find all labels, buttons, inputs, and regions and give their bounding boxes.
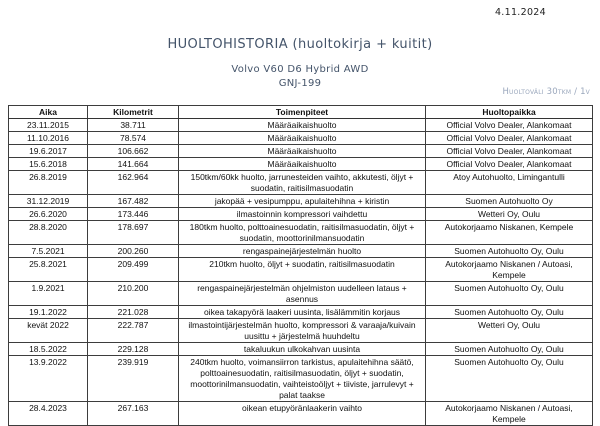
table-cell-kilometrit: 78.574 xyxy=(88,132,179,145)
table-cell-aika: 7.5.2021 xyxy=(9,245,88,258)
table-row xyxy=(9,245,593,258)
table-cell-kilometrit: 221.028 xyxy=(88,306,179,319)
table-cell-huoltopaikka: Suomen Autohuolto Oy, Oulu xyxy=(426,343,593,356)
table-cell-kilometrit: 106.662 xyxy=(88,145,179,158)
table-cell-huoltopaikka: Suomen Autohuolto Oy, Oulu xyxy=(426,306,593,319)
table-cell-aika: 28.8.2020 xyxy=(9,221,88,245)
table-cell-toimenpiteet: rengaspainejärjestelmän ohjelmiston uudelleen lataus + asennus xyxy=(179,282,426,306)
table-cell-toimenpiteet: 150tkm/60kk huolto, jarrunesteiden vaihto, akkutesti, öljyt + suodatin, raitisilmasuodatin xyxy=(179,171,426,195)
table-cell-aika: 15.6.2018 xyxy=(9,158,88,171)
column-header-aika: Aika xyxy=(9,106,88,119)
table-cell-huoltopaikka: Autokorjaamo Niskanen / Autoasi, Kempele xyxy=(426,402,593,426)
table-cell-toimenpiteet: 180tkm huolto, polttoainesuodatin, raitisilmasuodatin, öljyt + suodatin, moottorinilmansuodatin xyxy=(179,221,426,245)
table-cell-toimenpiteet: Määräaikaishuolto xyxy=(179,119,426,132)
table-cell-toimenpiteet: rengaspainejärjestelmän huolto xyxy=(179,245,426,258)
table-cell-toimenpiteet: ilmastointijärjestelmän huolto, kompressori & varaaja/kuivain uusittu + järjestelmä huuhdeltu xyxy=(179,319,426,343)
table-cell-toimenpiteet: ilmastoinnin kompressori vaihdettu xyxy=(179,208,426,221)
service-interval-note: Huoltoväli 30tkm / 1v xyxy=(502,87,590,97)
table-row xyxy=(9,132,593,145)
table-cell-kilometrit: 178.697 xyxy=(88,221,179,245)
table-cell-huoltopaikka: Suomen Autohuolto Oy, Oulu xyxy=(426,245,593,258)
table-row xyxy=(9,171,593,195)
table-cell-huoltopaikka: Autokorjaamo Niskanen / Autoasi, Kempele xyxy=(426,258,593,282)
table-cell-aika: 26.8.2019 xyxy=(9,171,88,195)
table-cell-aika: 13.9.2022 xyxy=(9,356,88,402)
table-cell-toimenpiteet: Määräaikaishuolto xyxy=(179,132,426,145)
table-cell-kilometrit: 239.919 xyxy=(88,356,179,402)
table-row xyxy=(9,356,593,402)
table-cell-huoltopaikka: Suomen Autohuolto Oy, Oulu xyxy=(426,356,593,402)
table-cell-kilometrit: 229.128 xyxy=(88,343,179,356)
table-cell-kilometrit: 173.446 xyxy=(88,208,179,221)
table-cell-kilometrit: 267.163 xyxy=(88,402,179,426)
table-cell-huoltopaikka: Atoy Autohuolto, Limingantulli xyxy=(426,171,593,195)
column-header-toimenpiteet: Toimenpiteet xyxy=(179,106,426,119)
table-cell-huoltopaikka: Official Volvo Dealer, Alankomaat xyxy=(426,132,593,145)
table-row xyxy=(9,402,593,426)
table-cell-aika: 26.6.2020 xyxy=(9,208,88,221)
table-cell-huoltopaikka: Autokorjaamo Niskanen, Kempele xyxy=(426,221,593,245)
table-cell-aika: 25.8.2021 xyxy=(9,258,88,282)
table-cell-aika: kevät 2022 xyxy=(9,319,88,343)
document-date: 4.11.2024 xyxy=(494,7,546,18)
table-row xyxy=(9,306,593,319)
table-cell-aika: 28.4.2023 xyxy=(9,402,88,426)
service-history-table xyxy=(8,105,593,426)
table-row xyxy=(9,343,593,356)
table-header-row xyxy=(9,106,593,119)
table-row xyxy=(9,319,593,343)
vehicle-registration-plate: GNJ-199 xyxy=(278,78,322,89)
table-cell-kilometrit: 200.260 xyxy=(88,245,179,258)
table-cell-huoltopaikka: Official Volvo Dealer, Alankomaat xyxy=(426,145,593,158)
table-cell-kilometrit: 167.482 xyxy=(88,195,179,208)
column-header-huoltopaikka: Huoltopaikka xyxy=(426,106,593,119)
table-cell-huoltopaikka: Wetteri Oy, Oulu xyxy=(426,208,593,221)
column-header-kilometrit: Kilometrit xyxy=(88,106,179,119)
table-cell-toimenpiteet: 210tkm huolto, öljyt + suodatin, raitisilmasuodatin xyxy=(179,258,426,282)
table-row xyxy=(9,195,593,208)
page-title: HUOLTOHISTORIA (huoltokirja + kuitit) xyxy=(167,37,433,52)
table-row xyxy=(9,158,593,171)
table-row xyxy=(9,208,593,221)
table-cell-huoltopaikka: Wetteri Oy, Oulu xyxy=(426,319,593,343)
service-table-body xyxy=(9,119,593,426)
table-cell-aika: 19.6.2017 xyxy=(9,145,88,158)
table-cell-aika: 23.11.2015 xyxy=(9,119,88,132)
table-cell-kilometrit: 209.499 xyxy=(88,258,179,282)
table-row xyxy=(9,282,593,306)
table-cell-huoltopaikka: Suomen Autohuolto Oy, Oulu xyxy=(426,282,593,306)
table-row xyxy=(9,221,593,245)
table-cell-toimenpiteet: oikea takapyörä laakeri uusinta, lisälämmitin korjaus xyxy=(179,306,426,319)
table-cell-huoltopaikka: Official Volvo Dealer, Alankomaat xyxy=(426,158,593,171)
table-cell-toimenpiteet: oikean etupyöränlaakerin vaihto xyxy=(179,402,426,426)
table-cell-toimenpiteet: takaluukun ulkokahvan uusinta xyxy=(179,343,426,356)
vehicle-model: Volvo V60 D6 Hybrid AWD xyxy=(231,64,369,75)
table-cell-toimenpiteet: 240tkm huolto, voimansiirron tarkistus, apulaitehihna säätö, polttoainesuodatin, raitisilmasuodatin, öljyt + suodatin, moottorinilmansuodatin, vaihteistoöljyt + tiiviste, jarrulevyt + palat taakse xyxy=(179,356,426,402)
table-cell-kilometrit: 222.787 xyxy=(88,319,179,343)
table-cell-huoltopaikka: Official Volvo Dealer, Alankomaat xyxy=(426,119,593,132)
table-cell-aika: 19.1.2022 xyxy=(9,306,88,319)
table-cell-kilometrit: 141.664 xyxy=(88,158,179,171)
table-cell-aika: 31.12.2019 xyxy=(9,195,88,208)
table-cell-aika: 18.5.2022 xyxy=(9,343,88,356)
table-row xyxy=(9,119,593,132)
table-cell-kilometrit: 210.200 xyxy=(88,282,179,306)
table-row xyxy=(9,145,593,158)
table-cell-aika: 1.9.2021 xyxy=(9,282,88,306)
table-cell-toimenpiteet: Määräaikaishuolto xyxy=(179,158,426,171)
table-cell-toimenpiteet: jakopää + vesipumppu, apulaitehihna + kiristin xyxy=(179,195,426,208)
table-cell-huoltopaikka: Suomen Autohuolto Oy xyxy=(426,195,593,208)
table-cell-toimenpiteet: Määräaikaishuolto xyxy=(179,145,426,158)
table-row xyxy=(9,258,593,282)
table-cell-kilometrit: 162.964 xyxy=(88,171,179,195)
table-cell-aika: 11.10.2016 xyxy=(9,132,88,145)
table-cell-kilometrit: 38.711 xyxy=(88,119,179,132)
